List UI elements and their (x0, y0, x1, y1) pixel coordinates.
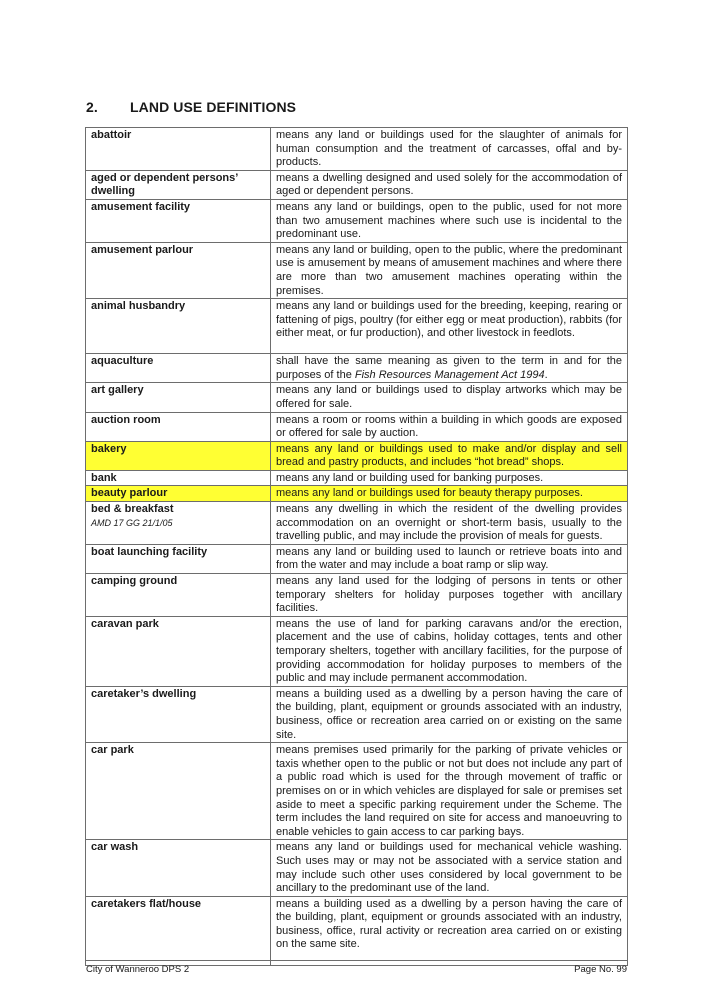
definition-term: abattoir (86, 128, 271, 171)
definition-term (86, 502, 271, 545)
definition-text: means any land used for the lodging of persons in tents or other temporary shelters for holiday purposes together with ancillary facilities. (271, 574, 628, 617)
definition-row (86, 170, 628, 199)
definition-text (271, 354, 628, 383)
definition-text: means any land or building used to launch or retrieve boats into and from the water and may include a boat ramp or slip way. (271, 544, 628, 573)
definition-term: car wash (86, 840, 271, 896)
definition-text: means premises used primarily for the parking of private vehicles or taxis whether open to the public or not but does not include any part of a public road which is used for the through movement of traffic or premises on or in which vehicles are displayed for sale or premises set aside to meet a specific parking requirement under the Scheme. The term includes the land required on site for access and manoeuvring to enable vehicles to gain access to car parking bays. (271, 743, 628, 840)
definition-row (86, 616, 628, 686)
footer-divider (85, 960, 628, 961)
section-heading (86, 99, 296, 115)
definition-text: means any land or buildings used for mechanical vehicle washing. Such uses may or may not be associated with a service station and may include such other uses considered by local government to be ancillary to the predominant use of the land. (271, 840, 628, 896)
definition-text-pre: shall have the same meaning as given to the term in and for the purposes of the (276, 355, 622, 381)
definition-row (86, 383, 628, 412)
definition-term: auction room (86, 412, 271, 441)
definition-row-highlighted (86, 441, 628, 470)
definition-row (86, 199, 628, 242)
definition-term: amusement parlour (86, 242, 271, 298)
definition-row (86, 544, 628, 573)
definition-text: means any land or buildings used for beauty therapy purposes. (271, 486, 628, 502)
definition-row (86, 242, 628, 298)
definition-text: means any land or buildings, open to the public, used for not more than two amusement machines where such use is incidental to the predominant use. (271, 199, 628, 242)
definition-term: amusement facility (86, 199, 271, 242)
definition-text: means any land or buildings used to display artworks which may be offered for sale. (271, 383, 628, 412)
definition-term: car park (86, 743, 271, 840)
definition-text: means any land or buildings used for the breeding, keeping, rearing or fattening of pigs, poultry (for either egg or meat production), rabbits (for either meat, or fur production), and other livestock in feedlots. (271, 299, 628, 354)
definition-text: means any land or building used for banking purposes. (271, 470, 628, 486)
definition-term: camping ground (86, 574, 271, 617)
section-title: LAND USE DEFINITIONS (130, 99, 297, 115)
definition-term: bakery (86, 441, 271, 470)
definition-term: caretakers flat/house (86, 896, 271, 965)
definition-row (86, 354, 628, 383)
definitions-table (85, 127, 628, 966)
definition-row (86, 412, 628, 441)
definition-row (86, 686, 628, 742)
definition-row (86, 840, 628, 896)
amendment-note: AMD 17 GG 21/1/05 (91, 517, 173, 528)
definition-term: boat launching facility (86, 544, 271, 573)
definition-text: means a room or rooms within a building in which goods are exposed or offered for sale by auction. (271, 412, 628, 441)
footer-page-number: Page No. 99 (574, 964, 627, 975)
footer-document-name: City of Wanneroo DPS 2 (86, 964, 190, 975)
definition-row (86, 470, 628, 486)
definition-row-highlighted (86, 486, 628, 502)
definition-text: means the use of land for parking caravans and/or the erection, placement and the use of cabins, holiday cottages, tents and other temporary shelters, together with ancillary facilities, for the purpose of providing accommodation for holiday purposes to members of the public and may include permanent accommodation. (271, 616, 628, 686)
definition-term: bank (86, 470, 271, 486)
definition-text: means a building used as a dwelling by a person having the care of the building, plant, equipment or grounds associated with an industry, business, office or recreation area carried on or existing on the same site. (271, 686, 628, 742)
definition-text: means any land or buildings used for the slaughter of animals for human consumption and the treatment of carcasses, offal and by-products. (271, 128, 628, 171)
definition-text: means a dwelling designed and used solely for the accommodation of aged or dependent persons. (271, 170, 628, 199)
definition-text: means any land or buildings used to make and/or display and sell bread and pastry products, and includes “hot bread” shops. (271, 441, 628, 470)
definition-term: aged or dependent persons’ dwelling (86, 170, 271, 199)
definition-text: means any dwelling in which the resident of the dwelling provides accommodation on an overnight or short-term basis, usually to the travelling public, and may include the provision of meals for guests. (271, 502, 628, 545)
definition-row (86, 574, 628, 617)
definition-term: art gallery (86, 383, 271, 412)
definition-row (86, 299, 628, 354)
definition-term: beauty parlour (86, 486, 271, 502)
definition-term: animal husbandry (86, 299, 271, 354)
definition-text-post: . (544, 368, 548, 381)
definition-term: caravan park (86, 616, 271, 686)
definition-row (86, 896, 628, 965)
definition-row (86, 743, 628, 840)
definition-row (86, 128, 628, 171)
definition-term: caretaker’s dwelling (86, 686, 271, 742)
definition-row (86, 502, 628, 545)
definition-term: aquaculture (86, 354, 271, 383)
term-name: bed & breakfast (91, 503, 174, 516)
section-number: 2. (86, 99, 98, 115)
definition-text: means a building used as a dwelling by a person having the care of the building, plant, equipment or grounds associated with an industry, business, office, rural activity or recreation area carried on or existing on the same site. (271, 896, 628, 965)
definition-text: means any land or building, open to the public, where the predominant use is amusement by means of amusement machines and where there are more than two amusement machines operating within the premises. (271, 242, 628, 298)
act-name: Fish Resources Management Act 1994 (354, 368, 545, 381)
